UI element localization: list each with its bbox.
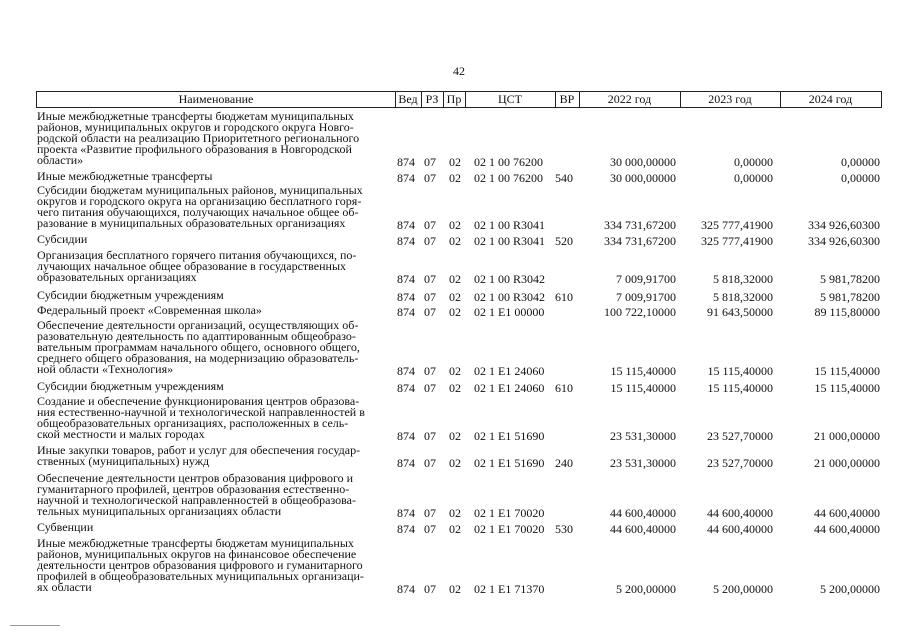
cell-cst: 02 1 00 R3041 bbox=[474, 218, 546, 232]
row-name-line: ственных (муниципальных) нужд bbox=[37, 454, 210, 468]
row-name-line: тельных муниципальных организациях области bbox=[37, 504, 282, 518]
cell-rz: 07 bbox=[424, 218, 436, 232]
row-name-line: ной области «Технология» bbox=[37, 362, 174, 376]
row-name-line: Иные закупки товаров, работ и услуг для обеспечения государ- bbox=[37, 443, 361, 457]
cell-vr: 240 bbox=[555, 456, 573, 470]
header-2023: 2023 год bbox=[708, 92, 752, 106]
cell-2022: 15 115,40000 bbox=[610, 364, 676, 378]
cell-2024: 15 115,40000 bbox=[814, 381, 880, 395]
cell-2022: 334 731,67200 bbox=[604, 218, 676, 232]
row-name-line: среднего общего образования, на модернизацию образователь- bbox=[37, 351, 359, 365]
page-number: 42 bbox=[453, 64, 465, 78]
cell-ved: 874 bbox=[397, 290, 415, 304]
cell-2022: 30 000,00000 bbox=[610, 171, 676, 185]
cell-vr: 520 bbox=[555, 234, 573, 248]
cell-rz: 07 bbox=[424, 171, 436, 185]
row-name-line: Субсидии бюджетным учреждениям bbox=[37, 379, 224, 393]
cell-ved: 874 bbox=[397, 364, 415, 378]
cell-pr: 02 bbox=[449, 234, 461, 248]
cell-pr: 02 bbox=[449, 218, 461, 232]
cell-ved: 874 bbox=[397, 234, 415, 248]
cell-2023: 23 527,70000 bbox=[707, 429, 773, 443]
cell-2024: 5 981,78200 bbox=[820, 272, 880, 286]
cell-2022: 7 009,91700 bbox=[616, 290, 676, 304]
cell-2024: 334 926,60300 bbox=[808, 218, 880, 232]
cell-pr: 02 bbox=[449, 506, 461, 520]
row-name-line: вательным программам начального общего, основного общего, bbox=[37, 340, 360, 354]
header-pr: Пр bbox=[446, 92, 462, 106]
cell-2022: 44 600,40000 bbox=[610, 506, 676, 520]
cell-2023: 44 600,40000 bbox=[707, 506, 773, 520]
cell-2024: 334 926,60300 bbox=[808, 234, 880, 248]
cell-vr: 610 bbox=[555, 290, 573, 304]
cell-2023: 5 818,32000 bbox=[713, 272, 773, 286]
cell-cst: 02 1 E1 71370 bbox=[474, 582, 545, 596]
row-name-line: Создание и обеспечение функционирования центров образова- bbox=[37, 394, 360, 408]
cell-cst: 02 1 E1 70020 bbox=[474, 506, 545, 520]
row-name-line: Организация бесплатного горячего питания обучающихся, по- bbox=[37, 248, 357, 262]
cell-cst: 02 1 E1 24060 bbox=[474, 381, 545, 395]
cell-2023: 0,00000 bbox=[734, 155, 773, 169]
cell-2022: 100 722,10000 bbox=[604, 305, 676, 319]
row-name-line: ния естественно-научной и технологической направленностей в bbox=[37, 405, 365, 419]
cell-rz: 07 bbox=[424, 364, 436, 378]
cell-cst: 02 1 E1 51690 bbox=[474, 456, 545, 470]
cell-2024: 44 600,40000 bbox=[814, 522, 880, 536]
cell-2024: 0,00000 bbox=[841, 171, 880, 185]
cell-vr: 540 bbox=[555, 171, 573, 185]
cell-2024: 21 000,00000 bbox=[814, 456, 880, 470]
row-name-line: районов, муниципальных округов на финансовое обеспечение bbox=[37, 547, 357, 561]
row-name-line: ях области bbox=[37, 580, 92, 594]
row-name-line: районов, муниципальных округов и городского округа Новго- bbox=[37, 120, 354, 134]
row-name-line: Обеспечение деятельности центров образования цифрового и bbox=[37, 471, 354, 485]
cell-2023: 0,00000 bbox=[734, 171, 773, 185]
header-ved: Вед bbox=[398, 92, 418, 106]
row-name-line: округов и городского округа на организацию бесплатного горя- bbox=[37, 194, 362, 208]
row-name-line: Иные межбюджетные трансферты bbox=[37, 169, 213, 183]
cell-2023: 325 777,41900 bbox=[701, 218, 773, 232]
row-name-line: разовательную деятельность по адаптированным общеобразо- bbox=[37, 329, 356, 343]
cell-cst: 02 1 00 R3041 bbox=[474, 234, 546, 248]
cell-vr: 530 bbox=[555, 522, 573, 536]
row-name-line: Субвенции bbox=[37, 520, 94, 534]
cell-pr: 02 bbox=[449, 456, 461, 470]
row-name-line: лучающих начальное общее образование в государственных bbox=[37, 259, 346, 273]
cell-ved: 874 bbox=[397, 171, 415, 185]
header-vr: ВР bbox=[559, 92, 575, 106]
cell-2024: 15 115,40000 bbox=[814, 364, 880, 378]
cell-2024: 0,00000 bbox=[841, 155, 880, 169]
cell-cst: 02 1 E1 51690 bbox=[474, 429, 545, 443]
cell-rz: 07 bbox=[424, 456, 436, 470]
cell-ved: 874 bbox=[397, 506, 415, 520]
cell-2022: 30 000,00000 bbox=[610, 155, 676, 169]
header-2024: 2024 год bbox=[808, 92, 853, 106]
cell-2023: 15 115,40000 bbox=[707, 364, 773, 378]
cell-pr: 02 bbox=[449, 364, 461, 378]
cell-pr: 02 bbox=[449, 290, 461, 304]
cell-2023: 5 200,00000 bbox=[713, 582, 773, 596]
cell-pr: 02 bbox=[449, 272, 461, 286]
row-name-line: образовательных организациях bbox=[37, 270, 197, 284]
cell-ved: 874 bbox=[397, 456, 415, 470]
cell-ved: 874 bbox=[397, 155, 415, 169]
header-cst: ЦСТ bbox=[498, 92, 522, 106]
header-rz: РЗ bbox=[425, 92, 439, 106]
cell-2022: 15 115,40000 bbox=[610, 381, 676, 395]
cell-rz: 07 bbox=[424, 506, 436, 520]
cell-2022: 44 600,40000 bbox=[610, 522, 676, 536]
cell-pr: 02 bbox=[449, 171, 461, 185]
row-name-line: профилей в общеобразовательных муниципальных организаци- bbox=[37, 569, 364, 583]
cell-pr: 02 bbox=[449, 429, 461, 443]
cell-pr: 02 bbox=[449, 155, 461, 169]
header-name: Наименование bbox=[178, 92, 254, 106]
bottom-scan-mark bbox=[10, 625, 60, 626]
row-name-line: Федеральный проект «Современная школа» bbox=[37, 303, 262, 317]
cell-rz: 07 bbox=[424, 290, 436, 304]
cell-rz: 07 bbox=[424, 272, 436, 286]
cell-ved: 874 bbox=[397, 429, 415, 443]
row-name-line: деятельности центров образования цифрового и гуманитарного bbox=[37, 558, 363, 572]
row-name-line: научной и технологической направленностей в общеобразова- bbox=[37, 493, 356, 507]
row-name-line: области» bbox=[37, 153, 84, 167]
cell-rz: 07 bbox=[424, 522, 436, 536]
row-name-line: Субсидии бюджетным учреждениям bbox=[37, 288, 224, 302]
cell-ved: 874 bbox=[397, 381, 415, 395]
cell-vr: 610 bbox=[555, 381, 573, 395]
cell-rz: 07 bbox=[424, 429, 436, 443]
cell-ved: 874 bbox=[397, 582, 415, 596]
row-name-line: Обеспечение деятельности организаций, осуществляющих об- bbox=[37, 318, 359, 332]
row-name-line: чего питания обучающихся, получающих начальное общее об- bbox=[37, 205, 359, 219]
cell-rz: 07 bbox=[424, 582, 436, 596]
cell-2023: 91 643,50000 bbox=[707, 305, 773, 319]
cell-2024: 89 115,80000 bbox=[814, 305, 880, 319]
cell-ved: 874 bbox=[397, 522, 415, 536]
cell-2022: 23 531,30000 bbox=[610, 456, 676, 470]
row-name-line: проекта «Развитие профильного образования в Новгородской bbox=[37, 142, 352, 156]
row-name-line: Иные межбюджетные трансферты бюджетам муниципальных bbox=[37, 536, 354, 550]
row-name-line: Иные межбюджетные трансферты бюджетам муниципальных bbox=[37, 109, 354, 123]
cell-2022: 334 731,67200 bbox=[604, 234, 676, 248]
cell-2023: 325 777,41900 bbox=[701, 234, 773, 248]
cell-pr: 02 bbox=[449, 305, 461, 319]
cell-rz: 07 bbox=[424, 155, 436, 169]
cell-2023: 44 600,40000 bbox=[707, 522, 773, 536]
cell-cst: 02 1 00 76200 bbox=[474, 171, 543, 185]
cell-cst: 02 1 00 R3042 bbox=[474, 272, 546, 286]
cell-ved: 874 bbox=[397, 305, 415, 319]
cell-cst: 02 1 E1 00000 bbox=[474, 305, 545, 319]
cell-ved: 874 bbox=[397, 272, 415, 286]
row-name-line: ской местности и малых городах bbox=[37, 427, 205, 441]
row-name-line: гуманитарного профилей, центров образования естественно- bbox=[37, 482, 350, 496]
row-name-line: родской области на реализацию Приоритетного регионального bbox=[37, 131, 360, 145]
cell-2022: 7 009,91700 bbox=[616, 272, 676, 286]
cell-cst: 02 1 E1 24060 bbox=[474, 364, 545, 378]
cell-2024: 5 981,78200 bbox=[820, 290, 880, 304]
cell-ved: 874 bbox=[397, 218, 415, 232]
cell-2022: 23 531,30000 bbox=[610, 429, 676, 443]
cell-rz: 07 bbox=[424, 234, 436, 248]
cell-cst: 02 1 00 R3042 bbox=[474, 290, 546, 304]
cell-2022: 5 200,00000 bbox=[616, 582, 676, 596]
cell-2023: 23 527,70000 bbox=[707, 456, 773, 470]
cell-pr: 02 bbox=[449, 522, 461, 536]
header-2022: 2022 год bbox=[607, 92, 652, 106]
cell-pr: 02 bbox=[449, 582, 461, 596]
cell-cst: 02 1 E1 70020 bbox=[474, 522, 545, 536]
row-name-line: общеобразовательных организациях, расположенных в сель- bbox=[37, 416, 349, 430]
row-name-line: разование в муниципальных образовательных организациях bbox=[37, 216, 346, 230]
cell-rz: 07 bbox=[424, 381, 436, 395]
cell-2023: 5 818,32000 bbox=[713, 290, 773, 304]
row-name-line: Субсидии бюджетам муниципальных районов, муниципальных bbox=[37, 183, 363, 197]
cell-pr: 02 bbox=[449, 381, 461, 395]
cell-2024: 44 600,40000 bbox=[814, 506, 880, 520]
cell-2024: 21 000,00000 bbox=[814, 429, 880, 443]
cell-rz: 07 bbox=[424, 305, 436, 319]
cell-2024: 5 200,00000 bbox=[820, 582, 880, 596]
cell-cst: 02 1 00 76200 bbox=[474, 155, 543, 169]
row-name-line: Субсидии bbox=[37, 232, 88, 246]
cell-2023: 15 115,40000 bbox=[707, 381, 773, 395]
